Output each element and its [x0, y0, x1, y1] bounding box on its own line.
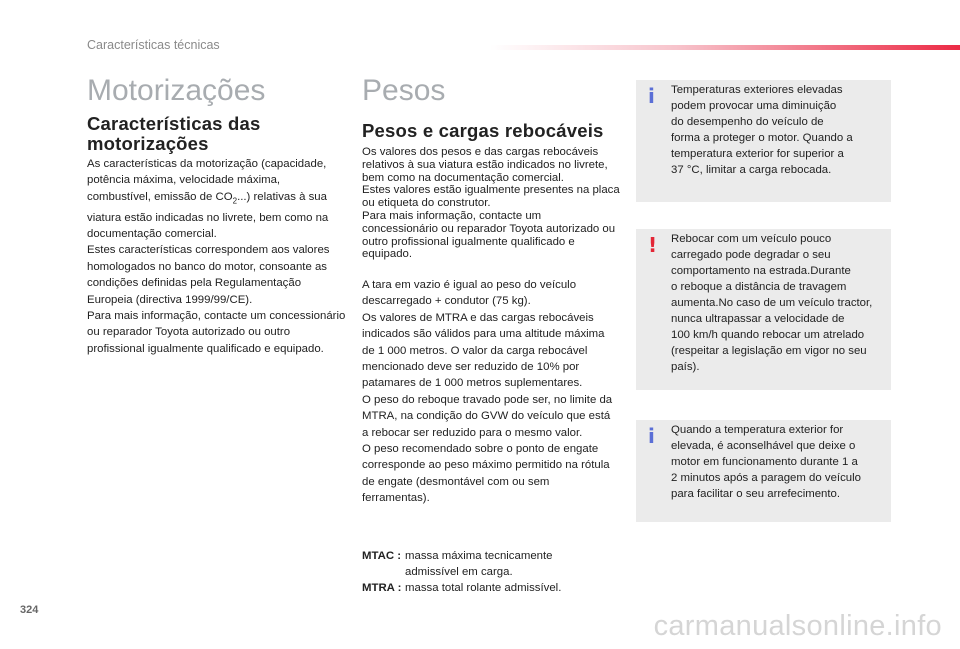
- section-header: Características técnicas: [87, 38, 220, 52]
- left-title: Motorizações: [87, 74, 266, 107]
- middle-subtitle: Pesos e cargas rebocáveis: [362, 120, 604, 141]
- middle-title: Pesos: [362, 74, 446, 107]
- middle-p2: Estes valores estão igualmente presentes na placa ou etiqueta do construtor.: [362, 184, 620, 210]
- left-subtitle: Características das motorizações: [87, 113, 261, 154]
- middle-p1: Os valores dos pesos e das cargas rebocáveis relativos à sua viatura estão indicados no livrete, bem como na documentação comercial.: [362, 146, 608, 184]
- note-text: Temperaturas exteriores elevadas podem provocar uma diminuição do desempenho do veículo de forma a proteger o motor. Quando a temperatura exterior for superior a 37 °C, limitar a carga rebocada.: [671, 84, 853, 176]
- definitions-list: [362, 548, 561, 596]
- left-body: [87, 156, 347, 357]
- middle-body-1: [362, 146, 620, 261]
- left-body-p3: Para mais informação, contacte um concessionário ou reparador Toyota autorizado ou outro profissional igualmente qualificado e equipado.: [87, 309, 346, 355]
- middle-p7: O peso recomendado sobre o ponto de engate corresponde ao peso máximo permitido na rótula de engate (desmontável com ou sem ferramentas).: [362, 443, 610, 505]
- middle-p4: A tara em vazio é igual ao peso do veículo descarregado + condutor (75 kg).: [362, 279, 577, 308]
- middle-p3: Para mais informação, contacte um concessionário ou reparador Toyota autorizado ou outro profissional igualmente qualificado e equipado.: [362, 209, 616, 261]
- info-icon: i: [648, 424, 655, 448]
- page-number: 324: [20, 604, 39, 616]
- definition-mtac: MTAC : massa máxima tecnicamente admissível em carga.: [362, 550, 553, 578]
- header-accent-bar: [490, 45, 960, 50]
- warning-text: Rebocar com um veículo pouco carregado pode degradar o seu comportamento na estrada.Durante o reboque a distância de travagem aumenta.No caso de um veículo tractor, nunca ultrapassar a velocidade de 100 km/h quando rebocar um atrelado (respeitar a legislação em vigor no seu país).: [671, 233, 873, 373]
- left-body-p2: Estes características correspondem aos valores homologados no banco do motor, consoante as condições definidas pela Regulamentação Europeia (directiva 1999/99/CE).: [87, 244, 330, 306]
- warning-icon: !: [648, 233, 658, 257]
- definition-mtra: MTRA : massa total rolante admissível.: [362, 582, 562, 594]
- note-text: Quando a temperatura exterior for elevada, é aconselhável que deixe o motor em funcionamento durante 1 a 2 minutos após a paragem do veículo para facilitar o seu arrefecimento.: [671, 424, 861, 500]
- note-box-temperature: [636, 80, 891, 202]
- middle-p6: O peso do reboque travado pode ser, no limite da MTRA, na condição do GVW do veículo que está a rebocar ser reduzido para o mesmo valor.: [362, 393, 613, 439]
- note-box-cooling: [636, 420, 891, 522]
- info-icon: i: [648, 84, 655, 108]
- warning-box-towing: [636, 229, 891, 390]
- middle-p5: Os valores de MTRA e das cargas rebocáveis indicados são válidos para uma altitude máxima de 1 000 metros. O valor da carga rebocável mencionado deve ser reduzido de 10% por patamares de 1 000 metros suplementares.: [362, 311, 605, 390]
- middle-body-2: [362, 277, 618, 507]
- left-body-p1: As características da motorização (capacidade, potência máxima, velocidade máxima, combustível, emissão de $CO_2$...) relativas à sua viatura estão indicadas no livrete, bem como na documentação comercial.: [87, 158, 329, 240]
- watermark: carmanualsonline.info: [653, 610, 942, 642]
